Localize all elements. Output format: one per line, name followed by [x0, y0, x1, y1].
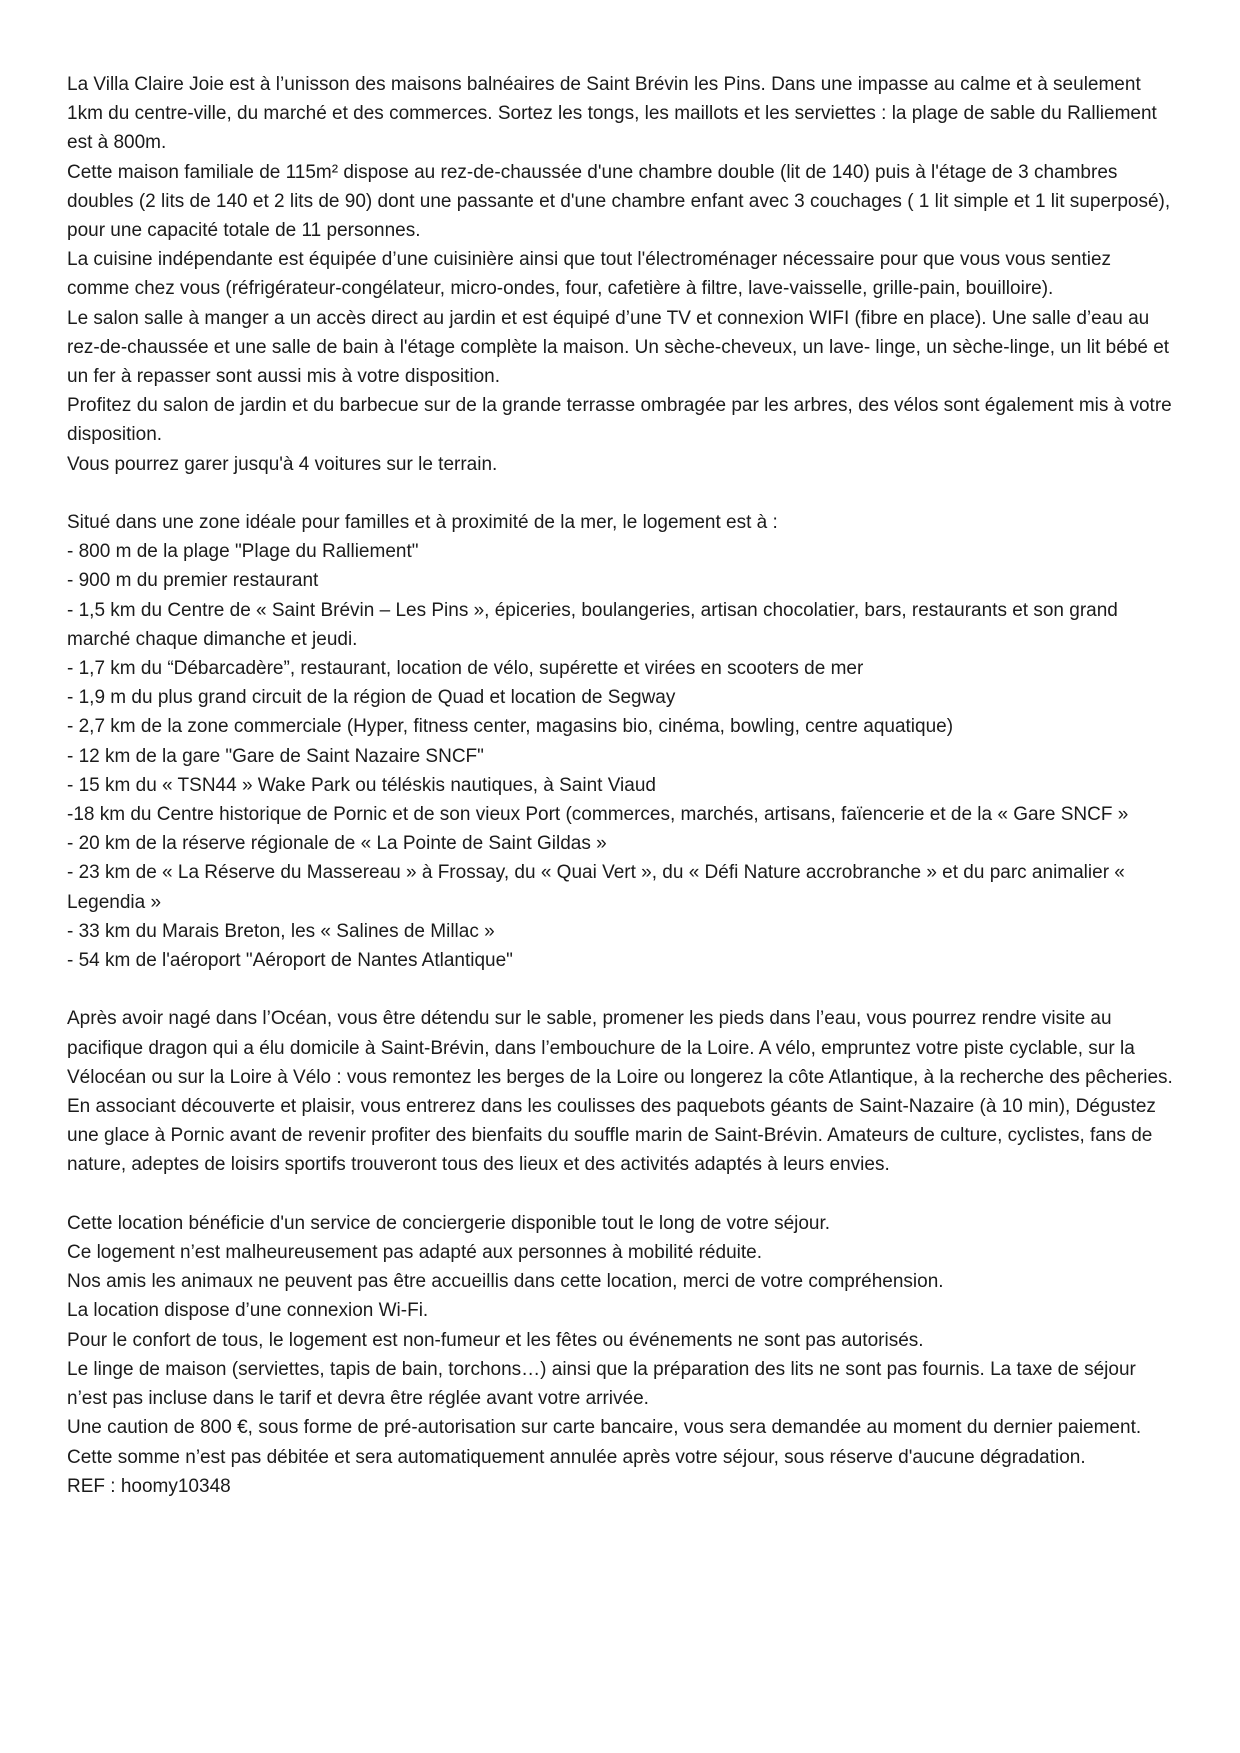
paragraph: Situé dans une zone idéale pour familles et à proximité de la mer, le logement est à : — [67, 512, 778, 534]
blank-line — [67, 479, 1175, 508]
distance-list-item: - 900 m du premier restaurant — [67, 570, 319, 592]
paragraph: La location dispose d’une connexion Wi-Fi. — [67, 1300, 429, 1322]
paragraph: La Villa Claire Joie est à l’unisson des maisons balnéaires de Saint Brévin les Pins. Dans une impasse au calme et à seulement 1km du centre-ville, du marché et des commerces. Sortez les tongs, les maillots et les serviettes : la plage de sable du Ralliement est à 800m. — [67, 74, 1157, 154]
reference-line: REF : hoomy10348 — [67, 1475, 231, 1497]
blank-line — [67, 975, 1175, 1004]
paragraph: Le linge de maison (serviettes, tapis de bain, torchons…) ainsi que la préparation des lits ne sont pas fournis. La taxe de séjour n’est pas incluse dans le tarif et devra être réglée avant votre arrivée. — [67, 1358, 1136, 1410]
paragraph: Ce logement n’est malheureusement pas adapté aux personnes à mobilité réduite. — [67, 1242, 762, 1264]
distance-list-item: -18 km du Centre historique de Pornic et de son vieux Port (commerces, marchés, artisans, faïencerie et de la « Gare SNCF » — [67, 804, 1129, 826]
blank-line — [67, 1180, 1175, 1209]
paragraph: Après avoir nagé dans l’Océan, vous être détendu sur le sable, promener les pieds dans l’eau, vous pourrez rendre visite au pacifique dragon qui a élu domicile à Saint-Brévin, dans l’embouchure de la Loire. A vélo, empruntez votre piste cyclable, sur la Vélocéan ou sur la Loire à Vélo : vous remontez les berges de la Loire ou longerez la côte Atlantique, à la recherche des pêcheries. En associant découverte et plaisir, vous entrerez dans les coulisses des paquebots géants de Saint-Nazaire (à 10 min), Dégustez une glace à Pornic avant de revenir profiter des bienfaits du souffle marin de Saint-Brévin. Amateurs de culture, cyclistes, fans de nature, adeptes de loisirs sportifs trouveront tous des lieux et des activités adaptés à leurs envies. — [67, 1008, 1173, 1176]
distance-list-item: - 15 km du « TSN44 » Wake Park ou téléskis nautiques, à Saint Viaud — [67, 774, 656, 796]
paragraph: Une caution de 800 €, sous forme de pré-autorisation sur carte bancaire, vous sera demandée au moment du dernier paiement. Cette somme n’est pas débitée et sera automatiquement annulée après votre séjour, sous réserve d'aucune dégradation. — [67, 1417, 1142, 1468]
distance-list-item: - 1,5 km du Centre de « Saint Brévin – Les Pins », épiceries, boulangeries, artisan chocolatier, bars, restaurants et son grand marché chaque dimanche et jeudi. — [67, 599, 1118, 650]
distance-list-item: - 800 m de la plage "Plage du Ralliement" — [67, 541, 419, 563]
paragraph: Vous pourrez garer jusqu'à 4 voitures sur le terrain. — [67, 453, 498, 475]
paragraph: Cette location bénéficie d'un service de conciergerie disponible tout le long de votre séjour. — [67, 1212, 831, 1234]
distance-list-item: - 1,9 m du plus grand circuit de la région de Quad et location de Segway — [67, 687, 676, 709]
paragraph: Le salon salle à manger a un accès direct au jardin et est équipé d’une TV et connexion WIFI (fibre en place). Une salle d’eau au rez-de-chaussée et une salle de bain à l'étage complète la maison. Un sèche-cheveux, un lave- linge, un sèche-linge, un lit bébé et un fer à repasser sont aussi mis à votre disposition. — [67, 307, 1170, 388]
distance-list-item: - 2,7 km de la zone commerciale (Hyper, fitness center, magasins bio, cinéma, bowling, centre aquatique) — [67, 716, 954, 738]
paragraph: La cuisine indépendante est équipée d’une cuisinière ainsi que tout l'électroménager nécessaire pour que vous vous sentiez comme chez vous (réfrigérateur-congélateur, micro-ondes, four, cafetière à filtre, lave-vaisselle, grille-pain, bouilloire). — [67, 249, 1112, 300]
paragraph: Profitez du salon de jardin et du barbecue sur de la grande terrasse ombragée par les arbres, des vélos sont également mis à votre disposition. — [67, 395, 1172, 446]
distance-list-item: - 20 km de la réserve régionale de « La Pointe de Saint Gildas » — [67, 833, 607, 855]
distance-list-item: - 12 km de la gare "Gare de Saint Nazaire SNCF" — [67, 745, 484, 767]
document-body — [67, 70, 1175, 1501]
distance-list-item: - 23 km de « La Réserve du Massereau » à Frossay, du « Quai Vert », du « Défi Nature accrobranche » et du parc animalier « Legendia » — [67, 862, 1125, 913]
distance-list-item: - 1,7 km du “Débarcadère”, restaurant, location de vélo, supérette et virées en scooters de mer — [67, 658, 864, 680]
distance-list-item: - 33 km du Marais Breton, les « Salines de Millac » — [67, 920, 495, 942]
paragraph: Pour le confort de tous, le logement est non-fumeur et les fêtes ou événements ne sont pas autorisés. — [67, 1329, 924, 1351]
distance-list-item: - 54 km de l'aéroport "Aéroport de Nantes Atlantique" — [67, 950, 513, 972]
paragraph: Nos amis les animaux ne peuvent pas être accueillis dans cette location, merci de votre compréhension. — [67, 1271, 944, 1293]
paragraph: Cette maison familiale de 115m² dispose au rez-de-chaussée d'une chambre double (lit de 140) puis à l'étage de 3 chambres doubles (2 lits de 140 et 2 lits de 90) dont une passante et d'une chambre enfant avec 3 couchages ( 1 lit simple et 1 lit superposé), pour une capacité totale de 11 personnes. — [67, 161, 1171, 242]
